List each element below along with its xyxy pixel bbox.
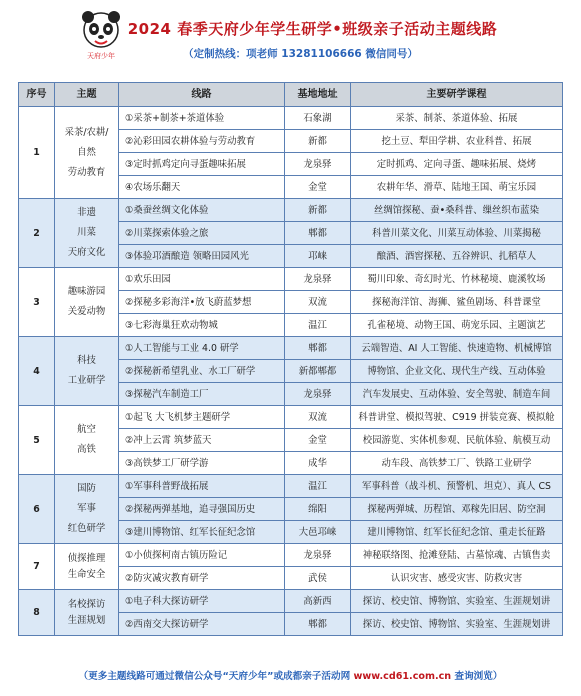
course-cell: 探访、校史馆、博物馆、实验室、生涯规划讲 [351,613,563,636]
col-header-course: 主要研学课程 [351,83,563,107]
theme-line: 名校探访 [67,598,106,610]
course-cell: 云端智造、AI 人工智能、快速造物、机械博馆 [351,337,563,360]
group-number: 1 [19,107,55,199]
theme-line: 国防 [77,483,96,494]
footer-text-before: （更多主题线路可通过微信公众号“天府少年”或成都亲子活动网 [78,671,354,682]
location-cell: 大邑邛崃 [285,521,351,544]
course-cell: 博物馆、企业文化、现代生产线、互动体验 [351,360,563,383]
route-cell: ①起飞 大飞机梦主题研学 [119,406,285,429]
group-theme [55,475,119,544]
col-header-route: 线路 [119,83,285,107]
location-cell: 郫都 [285,337,351,360]
theme-line: 红色研学 [67,523,106,534]
group-theme [55,590,119,636]
route-cell: ①桑蚕丝绸文化体验 [119,199,285,222]
location-cell: 双流 [285,291,351,314]
theme-line: 川菜 [77,227,96,238]
course-cell: 认识灾害、感受灾害、防救灾害 [351,567,563,590]
route-cell: ①电子科大探访研学 [119,590,285,613]
route-cell: ②冲上云霄 筑梦蓝天 [119,429,285,452]
route-cell: ②探秘多彩海洋•放飞蔚蓝梦想 [119,291,285,314]
route-cell: ①小侦探柯南古镇历险记 [119,544,285,567]
theme-line: 自然 [77,146,96,158]
theme-line: 采茶/农耕/ [64,126,109,138]
group-number: 2 [19,199,55,268]
page-title: 2024 春季天府少年学生研学•班级亲子活动主题线路 [127,20,498,38]
group-number: 6 [19,475,55,544]
routes-table [18,82,563,636]
location-cell: 新都 [285,130,351,153]
theme-line: 趣味游园 [67,286,106,297]
theme-line: 工业研学 [67,375,106,386]
table-row [19,199,563,222]
course-cell: 科普川菜文化、川菜互动体验、川菜揭秘 [351,222,563,245]
location-cell: 温江 [285,314,351,337]
footer-note [0,668,581,682]
location-cell: 绵阳 [285,498,351,521]
course-cell: 探访、校史馆、博物馆、实验室、生涯规划讲 [351,590,563,613]
group-number: 5 [19,406,55,475]
group-theme [55,337,119,406]
table-row [19,107,563,130]
theme-line: 生命安全 [67,568,106,580]
course-cell: 探秘海洋馆、海狮、鲨鱼剧场、科普课堂 [351,291,563,314]
group-theme [55,199,119,268]
course-cell: 汽车发展史、互动体验、安全驾驶、制造车间 [351,383,563,406]
theme-line: 生涯规划 [67,614,106,626]
col-header-location: 基地地址 [285,83,351,107]
svg-text:天府少年: 天府少年 [87,52,115,60]
location-cell: 新都郫都 [285,360,351,383]
location-cell: 郫都 [285,613,351,636]
course-cell: 动车段、高铁梦工厂、铁路工业研学 [351,452,563,475]
route-cell: ②西南交大探访研学 [119,613,285,636]
theme-line: 航空 [77,424,96,435]
route-cell: ①军事科普野战拓展 [119,475,285,498]
location-cell: 石象湖 [285,107,351,130]
route-cell: ③体验邛酒酿造 领略田园风光 [119,245,285,268]
theme-line: 侦探推理 [67,552,106,564]
location-cell: 新都 [285,199,351,222]
group-theme [55,268,119,337]
course-cell: 农耕年华、滑草、陆地王国、萌宝乐园 [351,176,563,199]
route-cell: ③定时抓鸡定向寻蛋趣味拓展 [119,153,285,176]
location-cell: 温江 [285,475,351,498]
theme-line: 科技 [77,355,96,366]
course-cell: 科普讲堂、模拟驾驶、C919 拼装竞赛、模拟舱 [351,406,563,429]
theme-line: 军事 [77,503,96,514]
course-cell: 丝绸馆探秘、蚕•桑科普、缫丝织布蓝染 [351,199,563,222]
table-header-row [19,83,563,107]
footer-url-link[interactable]: www.cd61.com.cn [353,671,452,682]
route-cell: ②探秘两弹基地，追寻强国历史 [119,498,285,521]
theme-line: 高铁 [77,444,96,455]
route-cell: ①人工智能与工业 4.0 研学 [119,337,285,360]
group-theme [55,406,119,475]
footer-text-after: 查询浏览） [451,671,503,682]
route-cell: ①欢乐田园 [119,268,285,291]
location-cell: 龙泉驿 [285,153,351,176]
course-cell: 采茶、制茶、茶道体验、拓展 [351,107,563,130]
course-cell: 挖土豆、犁田学耕、农业科普、拓展 [351,130,563,153]
route-cell: ②沁彩田园农耕体验与劳动教育 [119,130,285,153]
group-number: 8 [19,590,55,636]
theme-line: 天府文化 [67,247,106,258]
course-cell: 定时抓鸡、定向寻蛋、趣味拓展、烧烤 [351,153,563,176]
location-cell: 武侯 [285,567,351,590]
table-row [19,475,563,498]
course-cell: 探秘两弹城、历程馆、邓稼先旧居、防空洞 [351,498,563,521]
location-cell: 金堂 [285,176,351,199]
location-cell: 龙泉驿 [285,383,351,406]
course-cell: 军事科普（战斗机、预警机、坦克）、真人 CS [351,475,563,498]
hotline-text: （定制热线：项老师 13281106666 微信同号） [183,48,418,60]
route-cell: ②川菜探索体验之旅 [119,222,285,245]
table-row [19,337,563,360]
location-cell: 金堂 [285,429,351,452]
theme-line: 非遗 [77,207,96,218]
location-cell: 龙泉驿 [285,268,351,291]
course-cell: 神秘联络图、抢滩登陆、古墓惊魂、古镇售卖 [351,544,563,567]
group-number: 4 [19,337,55,406]
group-theme [55,544,119,590]
route-cell: ③建川博物馆、红军长征纪念馆 [119,521,285,544]
route-cell: ①采茶+制茶+茶道体验 [119,107,285,130]
course-cell: 孔雀秘境、动物王国、萌宠乐园、主题演艺 [351,314,563,337]
course-cell: 校园游览、实体机参观、民航体验、航模互动 [351,429,563,452]
col-header-theme: 主题 [55,83,119,107]
table-row [19,268,563,291]
group-number: 7 [19,544,55,590]
theme-line: 关爱动物 [67,306,106,317]
table-row [19,406,563,429]
course-cell: 建川博物馆、红军长征纪念馆、重走长征路 [351,521,563,544]
location-cell: 成华 [285,452,351,475]
location-cell: 龙泉驿 [285,544,351,567]
route-cell: ③探秘汽车制造工厂 [119,383,285,406]
location-cell: 邛崃 [285,245,351,268]
route-cell: ③七彩海巢狂欢动物城 [119,314,285,337]
course-cell: 蜀川印象、奇幻时光、竹林秘境、鹿溪牧场 [351,268,563,291]
route-cell: ②防灾减灾教育研学 [119,567,285,590]
route-cell: ④农场乐翻天 [119,176,285,199]
location-cell: 高新西 [285,590,351,613]
group-theme [55,107,119,199]
page-header [0,0,581,72]
route-cell: ③高铁梦工厂研学游 [119,452,285,475]
table-row [19,590,563,613]
col-header-num: 序号 [19,83,55,107]
group-number: 3 [19,268,55,337]
location-cell: 双流 [285,406,351,429]
course-cell: 酿酒、酒窖探秘、五谷辨识、扎稻草人 [351,245,563,268]
table-row [19,544,563,567]
route-cell: ②探秘新希望乳业、水工厂研学 [119,360,285,383]
theme-line: 劳动教育 [67,166,106,178]
location-cell: 郫都 [285,222,351,245]
